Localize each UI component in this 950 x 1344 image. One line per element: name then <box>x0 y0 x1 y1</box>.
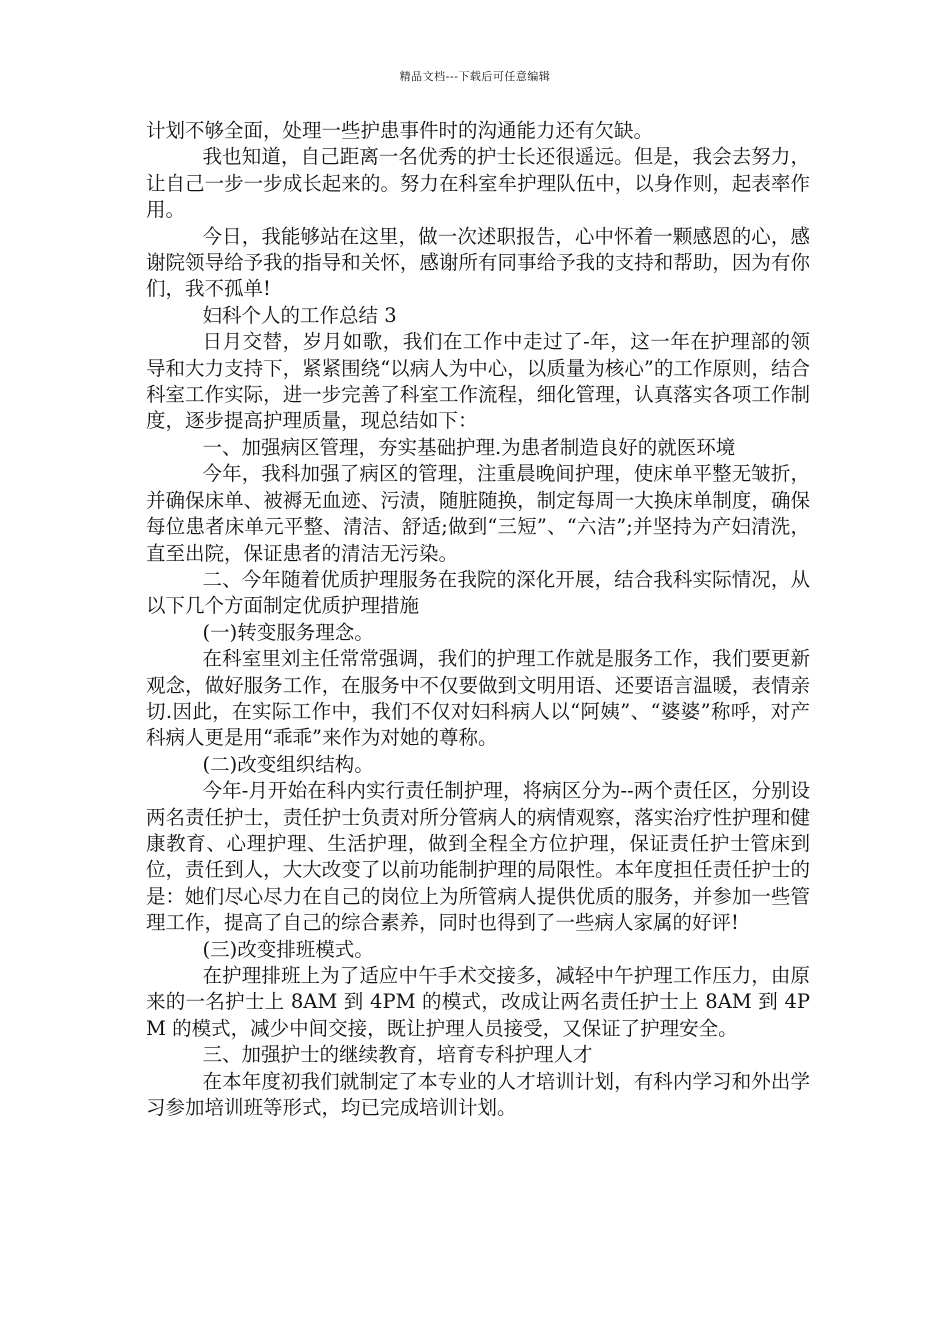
subsection-heading: (二)改变组织结构。 <box>202 752 374 776</box>
section-heading: 三、加强护士的继续教育，培育专科护理人才 <box>202 1043 593 1067</box>
paragraph: 计划不够全面，处理一些护患事件时的沟通能力还有欠缺。 <box>146 119 654 142</box>
paragraph: 今日，我能够站在这里，做一次述职报告，心中怀着一颗感恩的心，感谢院领导给予我的指导和关怀，感谢所有同事给予我的支持和帮助，因为有你们，我不孤单! <box>146 224 810 301</box>
paragraph: 日月交替，岁月如歌，我们在工作中走过了-年，这一年在护理部的领导和大力支持下，紧紧围绕“以病人为中心，以质量为核心”的工作原则，结合科室工作实际，进一步完善了科室工作流程，细化管理，认真落实各项工作制度，逐步提高护理质量，现总结如下： <box>146 330 810 433</box>
paragraph: 在本年度初我们就制定了本专业的人才培训计划，有科内学习和外出学习参加培训班等形式，均已完成培训计划。 <box>146 1069 810 1120</box>
paragraph: 今年，我科加强了病区的管理，注重晨晚间护理，使床单平整无皱折，并确保床单、被褥无血迹、污渍，随脏随换，制定每周一大换床单制度，确保每位患者床单元平整、清洁、舒适;做到“三短”、“六洁”;并坚持为产妇清洗，直至出院，保证患者的清洁无污染。 <box>146 462 810 565</box>
section-heading: 一、加强病区管理，夯实基础护理.为患者制造良好的就医环境 <box>202 435 736 459</box>
paragraph: 我也知道，自己距离一名优秀的护士长还很遥远。但是，我会去努力，让自己一步一步成长起来的。努力在科室牟护理队伍中，以身作则，起表率作用。 <box>146 145 810 222</box>
subsection-heading: (一)转变服务理念。 <box>202 620 374 644</box>
subsection-heading: (三)改变排班模式。 <box>202 937 374 961</box>
paragraph: 在科室里刘主任常常强调，我们的护理工作就是服务工作，我们要更新观念，做好服务工作，在服务中不仅要做到文明用语、还要语言温暖，表情亲切.因此，在实际工作中，我们不仅对妇科病人以“阿姨”、“婆婆”称呼，对产科病人更是用“乖乖”来作为对她的尊称。 <box>146 647 810 750</box>
paragraph: 今年-月开始在科内实行责任制护理，将病区分为--两个责任区，分别设两名责任护士，责任护士负责对所分管病人的病情观察，落实治疗性护理和健康教育、心理护理、生活护理，做到全程全方位护理，保证责任护士管床到位，责任到人，大大改变了以前功能制护理的局限性。本年度担任责任护士的是：她们尽心尽力在自己的岗位上为所管病人提供优质的服务，并参加一些管理工作，提高了自己的综合素养，同时也得到了一些病人家属的好评! <box>146 779 810 935</box>
page-header: 精品文档---下载后可任意编辑 <box>399 70 551 83</box>
document-body <box>146 118 810 1121</box>
section-heading: 二、今年随着优质护理服务在我院的深化开展，结合我科实际情况，从以下几个方面制定优质护理措施 <box>146 567 810 618</box>
paragraph: 在护理排班上为了适应中午手术交接多，减轻中午护理工作压力，由原来的一名护士上 8AM 到 4PM 的模式，改成让两名责任护士上 8AM 到 4PM 的模式，减少中间交接，既让护理人员接受，又保证了护理安全。 <box>146 964 810 1040</box>
section-title: 妇科个人的工作总结 3 <box>202 303 397 327</box>
